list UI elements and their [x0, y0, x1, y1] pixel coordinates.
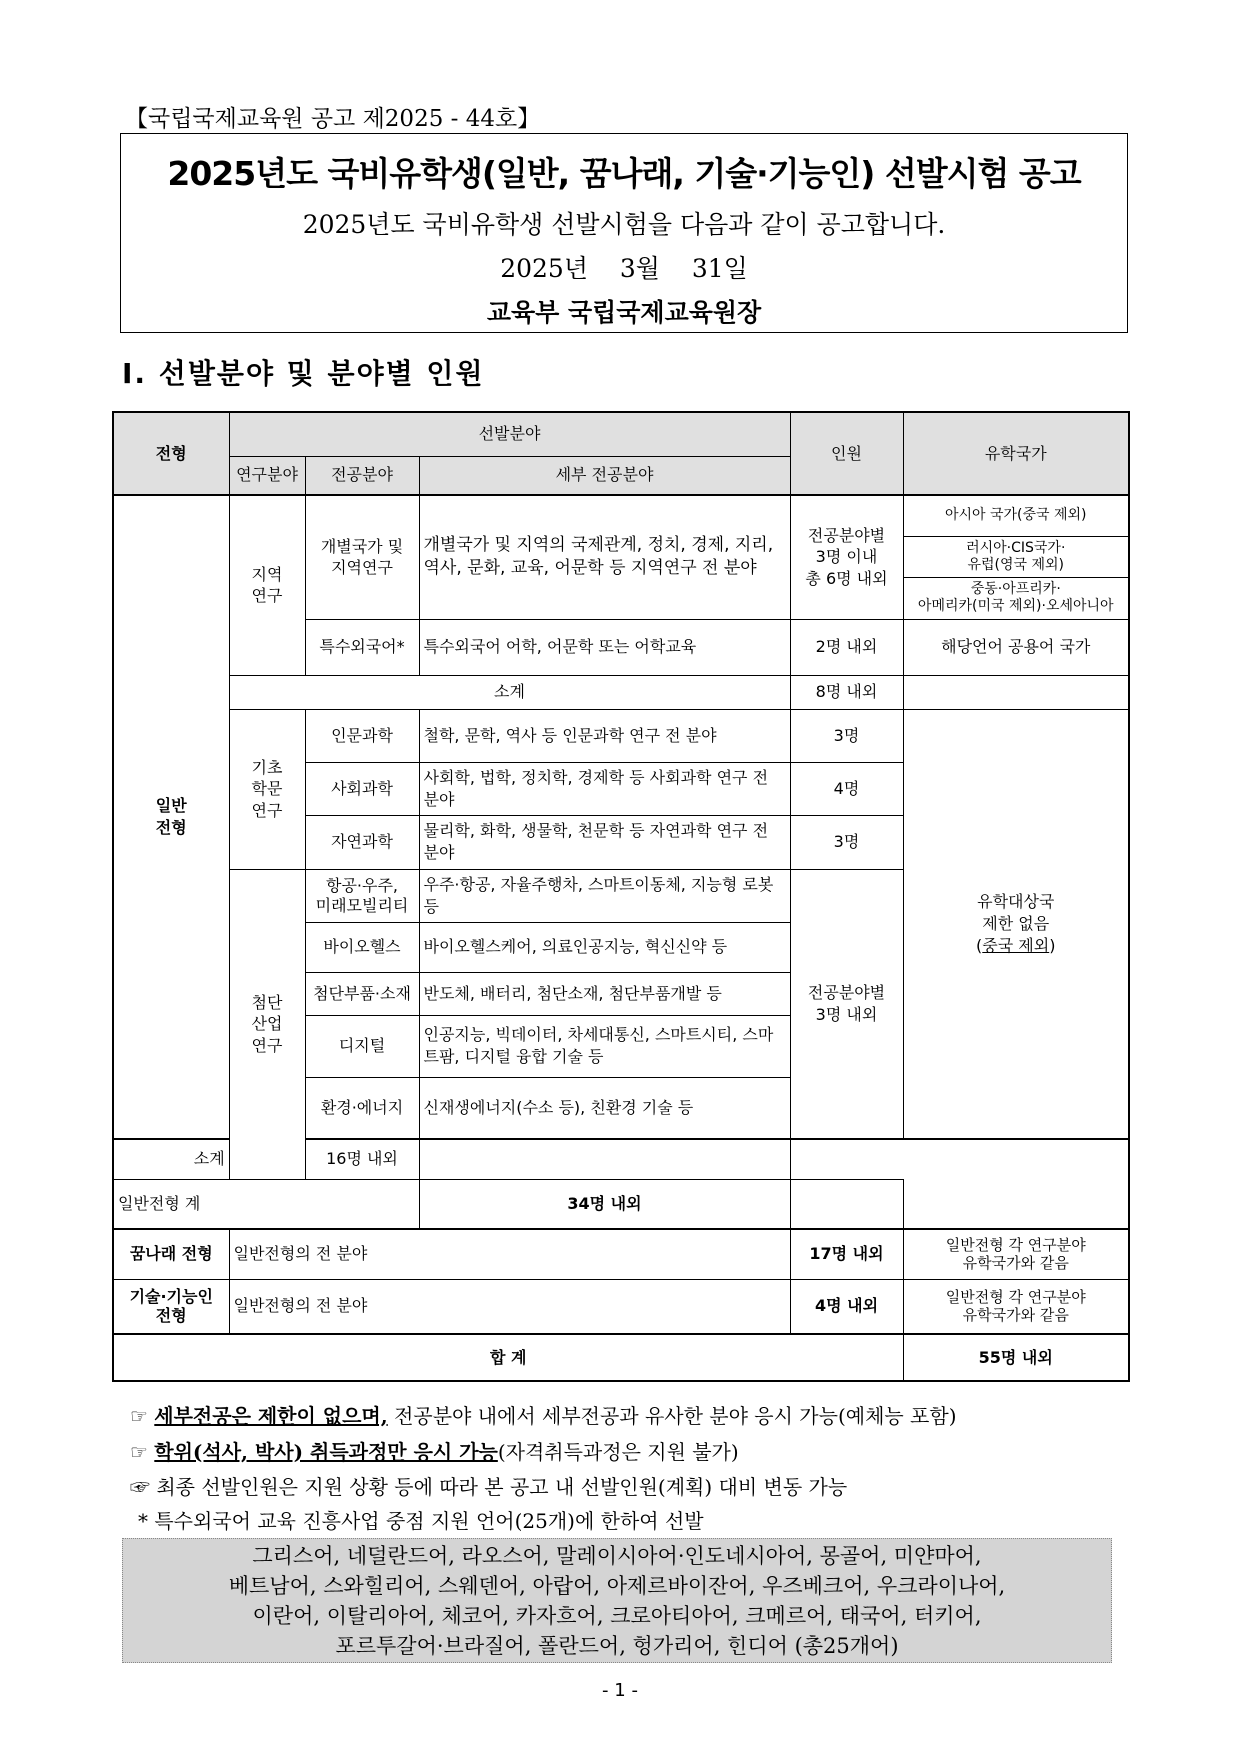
- detail: 특수외국어 어학, 어문학 또는 어학교육: [419, 619, 790, 675]
- detail: 바이오헬스케어, 의료인공지능, 혁신신약 등: [419, 922, 790, 972]
- major: 바이오헬스: [305, 922, 419, 972]
- major: 사회과학: [305, 762, 419, 815]
- header-research: 연구분야: [229, 456, 305, 495]
- count: 전공분야별 3명 내외: [790, 869, 903, 1139]
- major: 첨단부품·소재: [305, 972, 419, 1015]
- note-1: ☞ 세부전공은 제한이 없으며, 전공분야 내에서 세부전공과 유사한 분야 응시 가능(예체능 포함): [130, 1404, 957, 1428]
- country: 중동·아프리카· 아메리카(미국 제외)·오세아니아: [903, 577, 1129, 619]
- language-list: 그리스어, 네덜란드어, 라오스어, 말레이시아어·인도네시아어, 몽골어, 미얀마어, 베트남어, 스와힐리어, 스웨덴어, 아랍어, 아제르바이잔어, 우즈베크어, 우크라이나어, 이란어, 이탈리아어, 체코어, 카자흐어, 크로아티아어, 크메르어, 태국어, 터키어, 포르투갈어·브라질어, 폴란드어, 헝가리어, 힌디어 (총25개어): [122, 1538, 1112, 1663]
- detail: 사회학, 법학, 정치학, 경제학 등 사회과학 연구 전 분야: [419, 762, 790, 815]
- count: 4명: [790, 762, 903, 815]
- title-box: [120, 133, 1128, 333]
- general-total-label: 일반전형 계: [113, 1179, 419, 1229]
- dream-country: 일반전형 각 연구분야 유학국가와 같음: [903, 1229, 1129, 1279]
- page-number: - 1 -: [602, 1680, 638, 1701]
- issuer: 교육부 국립국제교육원장: [486, 298, 762, 327]
- grand-total: 55명 내외: [903, 1334, 1129, 1381]
- regional-label: 지역 연구: [229, 495, 305, 675]
- notice-date: 2025년 3월 31일: [500, 254, 748, 283]
- major: 항공·우주, 미래모빌리티: [305, 869, 419, 922]
- header-major: 전공분야: [305, 456, 419, 495]
- selection-table: [112, 411, 1130, 1382]
- header-country: 유학국가: [903, 412, 1129, 495]
- count: 전공분야별 3명 이내 총 6명 내외: [790, 495, 903, 619]
- country: 러시아·CIS국가· 유럽(영국 제외): [903, 536, 1129, 577]
- country-unrestricted: 유학대상국 제한 없음 (중국 제외): [903, 709, 1129, 1139]
- dream-field: 일반전형의 전 분야: [229, 1229, 790, 1279]
- count: 3명: [790, 815, 903, 869]
- header-detail: 세부 전공분야: [419, 456, 790, 495]
- country: 아시아 국가(중국 제외): [903, 495, 1129, 536]
- header-type: 전형: [113, 412, 229, 495]
- dream-count: 17명 내외: [790, 1229, 903, 1279]
- general-total: 34명 내외: [419, 1179, 790, 1229]
- document-title: 2025년도 국비유학생(일반, 꿈나래, 기술·기능인) 선발시험 공고: [167, 154, 1081, 193]
- total-label: 합 계: [113, 1334, 903, 1381]
- basic-label: 기초 학문 연구: [229, 709, 305, 869]
- subtotal-label: 소계: [113, 1139, 305, 1179]
- advanced-label: 첨단 산업 연구: [229, 869, 305, 1179]
- tech-type: 기술·기능인 전형: [113, 1279, 229, 1334]
- detail: 신재생에너지(수소 등), 친환경 기술 등: [419, 1077, 790, 1139]
- major: 환경·에너지: [305, 1077, 419, 1139]
- header-count: 인원: [790, 412, 903, 495]
- country: 해당언어 공용어 국가: [903, 619, 1129, 675]
- detail: 반도체, 배터리, 첨단소재, 첨단부품개발 등: [419, 972, 790, 1015]
- major: 디지털: [305, 1015, 419, 1077]
- tech-country: 일반전형 각 연구분야 유학국가와 같음: [903, 1279, 1129, 1334]
- subtotal: 8명 내외: [790, 675, 903, 709]
- note-2: ☞ 학위(석사, 박사) 취득과정만 응시 가능(자격취득과정은 지원 불가): [130, 1440, 739, 1464]
- detail: 철학, 문학, 역사 등 인문과학 연구 전 분야: [419, 709, 790, 762]
- major: 인문과학: [305, 709, 419, 762]
- major: 자연과학: [305, 815, 419, 869]
- header-field: 선발분야: [229, 412, 790, 456]
- tech-field: 일반전형의 전 분야: [229, 1279, 790, 1334]
- tech-count: 4명 내외: [790, 1279, 903, 1334]
- dream-type: 꿈나래 전형: [113, 1229, 229, 1279]
- major: 특수외국어*: [305, 619, 419, 675]
- section-title: Ⅰ. 선발분야 및 분야별 인원: [122, 357, 485, 390]
- count: 2명 내외: [790, 619, 903, 675]
- footnote: * 특수외국어 교육 진흥사업 중점 지원 언어(25개)에 한하여 선발: [138, 1509, 704, 1533]
- subtotal-label: 소계: [229, 675, 790, 709]
- detail: 인공지능, 빅데이터, 차세대통신, 스마트시티, 스마트팜, 디지털 융합 기술 등: [419, 1015, 790, 1077]
- count: 3명: [790, 709, 903, 762]
- detail: 개별국가 및 지역의 국제관계, 정치, 경제, 지리, 역사, 문화, 교육, 어문학 등 지역연구 전 분야: [419, 495, 790, 619]
- detail: 물리학, 화학, 생물학, 천문학 등 자연과학 연구 전 분야: [419, 815, 790, 869]
- subtitle: 2025년도 국비유학생 선발시험을 다음과 같이 공고합니다.: [302, 210, 946, 239]
- detail: 우주·항공, 자율주행차, 스마트이동체, 지능형 로봇 등: [419, 869, 790, 922]
- subtotal: 16명 내외: [305, 1139, 419, 1179]
- note-3: ☞ 최종 선발인원은 지원 상황 등에 따라 본 공고 내 선발인원(계획) 대비 변동 가능: [130, 1475, 848, 1499]
- major: 개별국가 및 지역연구: [305, 495, 419, 619]
- notice-number: 【국립국제교육원 공고 제2025 - 44호】: [125, 106, 541, 132]
- general-type: 일반 전형: [113, 495, 229, 1139]
